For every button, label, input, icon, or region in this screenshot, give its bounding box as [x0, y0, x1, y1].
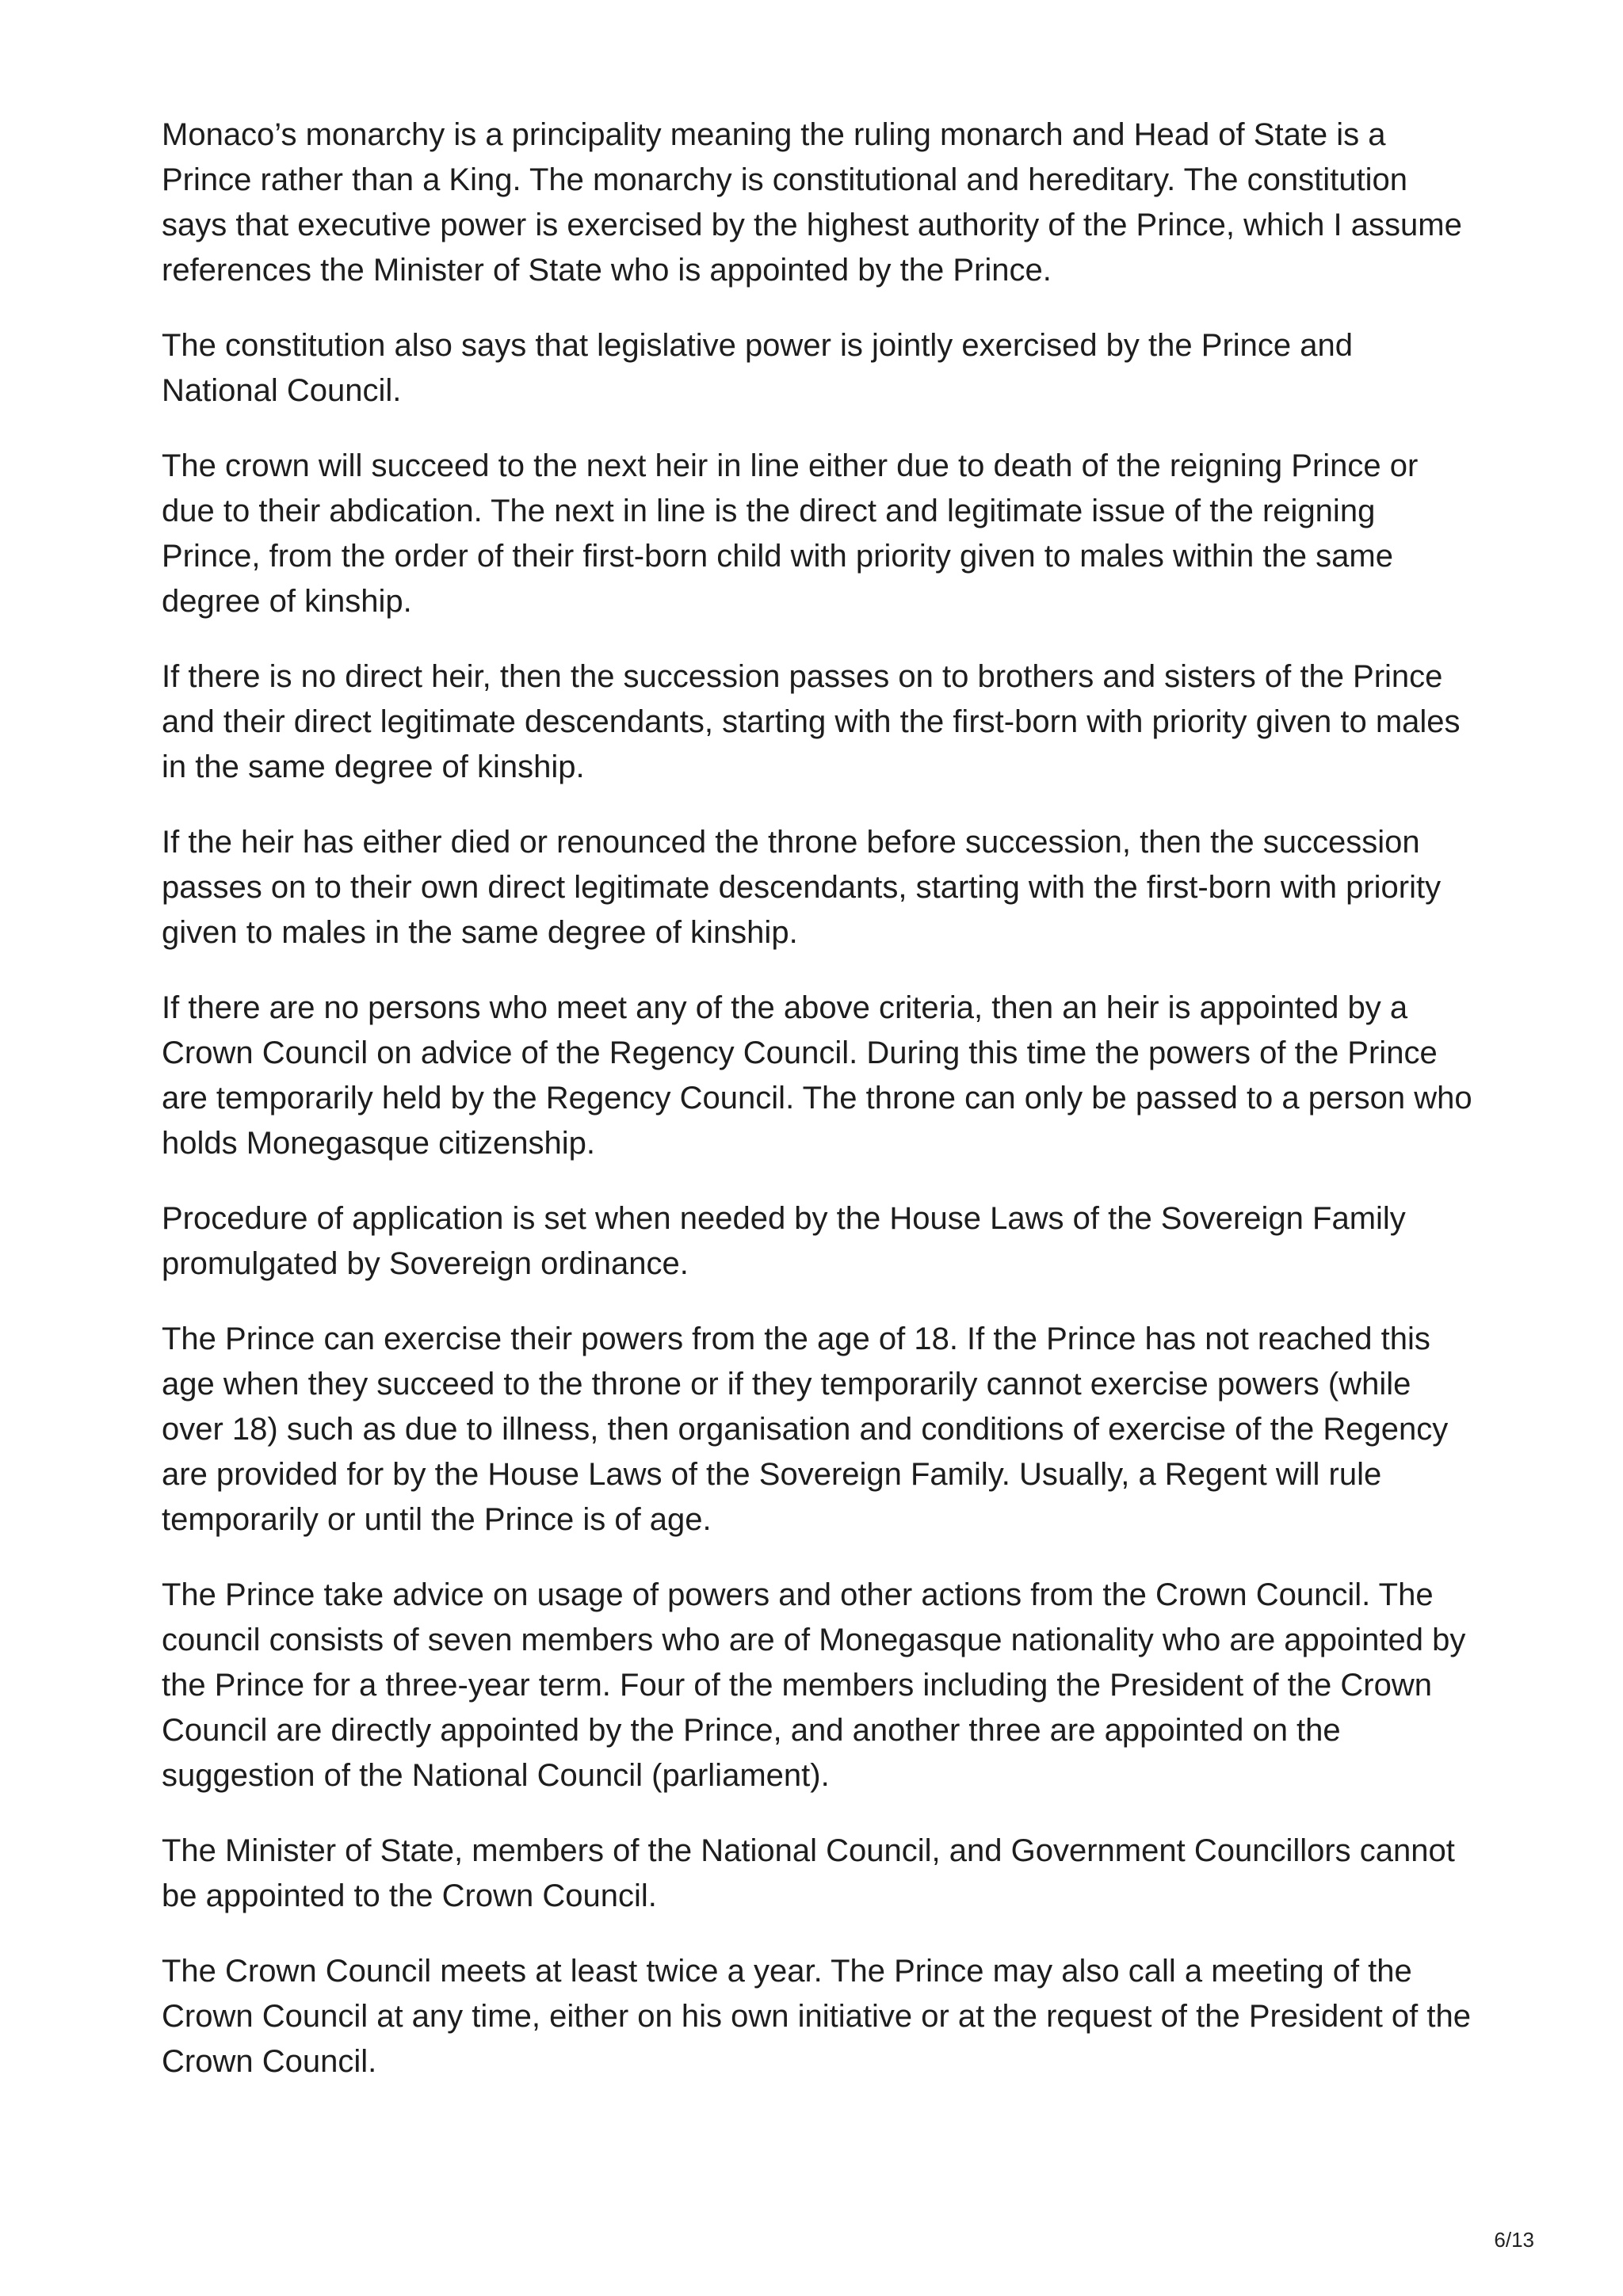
document-body	[162, 113, 1477, 2115]
paragraph: The Prince can exercise their powers from the age of 18. If the Prince has not reached this age when they succeed to the throne or if they temporarily cannot exercise powers (while over 18) such as due to illness, then organisation and conditions of exercise of the Regency are provided for by the House Laws of the Sovereign Family. Usually, a Regent will rule temporarily or until the Prince is of age.	[162, 1322, 1449, 1537]
paragraph: Procedure of application is set when needed by the House Laws of the Sovereign Family promulgated by Sovereign ordinance.	[162, 1201, 1406, 1281]
paragraph: The Crown Council meets at least twice a year. The Prince may also call a meeting of the Crown Council at any time, either on his own initiative or at the request of the President of the Crown Council.	[162, 1954, 1471, 2079]
page-number: 6/13	[1494, 2228, 1534, 2252]
paragraph: The Minister of State, members of the National Council, and Government Councillors cannot be appointed to the Crown Council.	[162, 1833, 1455, 1913]
paragraph: If there is no direct heir, then the succession passes on to brothers and sisters of the Prince and their direct legitimate descendants, starting with the first-born with priority given to males in the same degree of kinship.	[162, 659, 1461, 784]
paragraph: The constitution also says that legislative power is jointly exercised by the Prince and National Council.	[162, 328, 1353, 408]
paragraph: The Prince take advice on usage of powers and other actions from the Crown Council. The council consists of seven members who are of Monegasque nationality who are appointed by the Prince for a three-year term. Four of the members including the President of the Crown Council are directly appointed by the Prince, and another three are appointed on the suggestion of the National Council (parliament).	[162, 1577, 1466, 1793]
paragraph: Monaco’s monarchy is a principality meaning the ruling monarch and Head of State is a Prince rather than a King. The monarchy is constitutional and hereditary. The constitution says that executive power is exercised by the highest authority of the Prince, which I assume references the Minister of State who is appointed by the Prince.	[162, 117, 1462, 288]
paragraph: If the heir has either died or renounced the throne before succession, then the succession passes on to their own direct legitimate descendants, starting with the first-born with priority given to males in the same degree of kinship.	[162, 825, 1442, 950]
paragraph: If there are no persons who meet any of the above criteria, then an heir is appointed by a Crown Council on advice of the Regency Council. During this time the powers of the Prince are temporarily held by the Regency Council. The throne can only be passed to a person who holds Monegasque citizenship.	[162, 990, 1472, 1161]
paragraph: The crown will succeed to the next heir in line either due to death of the reigning Prince or due to their abdication. The next in line is the direct and legitimate issue of the reigning Prince, from the order of their first-born child with priority given to males within the same degree of kinship.	[162, 448, 1419, 619]
